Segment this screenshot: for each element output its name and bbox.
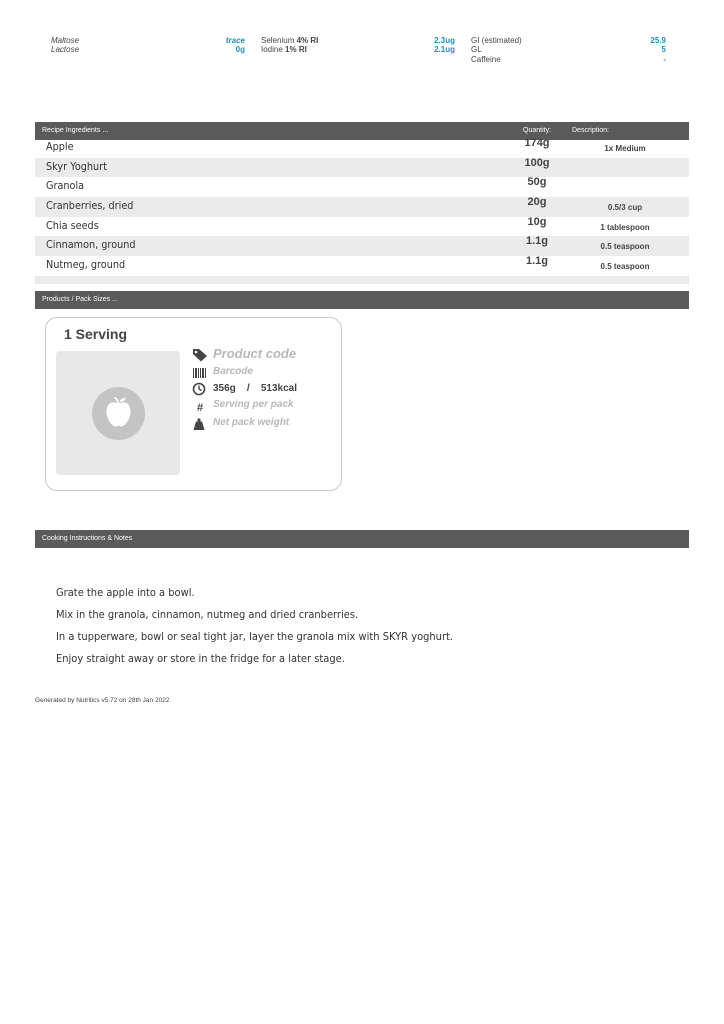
nutrient-value-caffeine: -: [663, 55, 666, 64]
ingredient-name: Cinnamon, ground: [46, 238, 136, 252]
nutrient-label-maltose: Maltose: [51, 36, 80, 45]
ingredient-name: Skyr Yoghurt: [46, 159, 107, 173]
quantity-column-header: Quantity:: [523, 127, 552, 134]
barcode-icon: [192, 366, 208, 380]
products-header-bar: [35, 291, 689, 309]
ingredient-name: Chia seeds: [46, 218, 99, 232]
hash-icon: #: [196, 402, 204, 414]
ingredient-quantity: 50g: [527, 176, 547, 189]
product-code-placeholder: Product code: [213, 346, 297, 361]
nutrient-value-gi: 25.9: [650, 36, 666, 45]
barcode-placeholder: Barcode: [213, 366, 254, 377]
apple-icon: [92, 387, 145, 440]
ingredient-quantity: 100g: [524, 156, 550, 169]
description-column-header: Description:: [572, 127, 609, 134]
ingredient-name: Cranberries, dried: [46, 199, 134, 213]
apple-icon-circle: [92, 387, 145, 440]
cooking-header-title: Cooking Instructions & Notes: [42, 535, 133, 542]
product-image-placeholder: [56, 351, 180, 475]
nutrient-value-selenium: 2.3ug: [434, 36, 455, 45]
nutrient-label-lactose: Lactose: [51, 45, 80, 54]
nutrient-value-maltose: trace: [225, 36, 245, 45]
ingredient-description: 0.5 teaspoon: [600, 262, 650, 272]
ingredient-quantity: 20g: [527, 196, 547, 209]
ingredient-row: [35, 256, 689, 276]
products-header-title: Products / Pack Sizes ...: [42, 296, 118, 303]
nutrient-value-lactose: 0g: [235, 45, 245, 54]
ingredient-row: [35, 217, 689, 237]
cooking-header-bar: [35, 530, 689, 548]
clock-icon: [192, 382, 208, 396]
ingredient-description: 0.5 teaspoon: [600, 242, 650, 252]
instruction-line: In a tupperware, bowl or seal tight jar, layer the granola mix with SKYR yoghurt.: [56, 630, 454, 643]
product-card: [45, 317, 342, 491]
serving-per-pack-placeholder: Serving per pack: [213, 399, 294, 410]
nutrient-value-iodine: 2.1ug: [434, 45, 455, 54]
ingredient-description: 1 tablespoon: [600, 222, 650, 232]
ingredient-description: 1x Medium: [604, 144, 646, 153]
ingredients-header-title: Recipe Ingredients ...: [42, 127, 109, 134]
ingredient-quantity: 174g: [524, 137, 550, 149]
ingredient-row: [35, 236, 689, 256]
ingredient-name: Granola: [46, 179, 85, 193]
nutrient-label-iodine: Iodine 1% RI: [261, 45, 307, 54]
pack-energy: 513kcal: [260, 383, 297, 394]
nutrient-value-gl: 5: [661, 45, 666, 54]
product-card-title: 1 Serving: [64, 326, 128, 342]
tag-icon: [192, 348, 208, 362]
ingredients-table-footer: [35, 276, 689, 284]
net-pack-weight-placeholder: Net pack weight: [213, 417, 290, 428]
ingredient-name: Apple: [46, 140, 74, 153]
generated-by-footer: Generated by Nutritics v5.72 on 28th Jan 2022: [35, 697, 170, 704]
instruction-line: Mix in the granola, cinnamon, nutmeg and dried cranberries.: [56, 608, 359, 621]
ingredient-quantity: 1.1g: [525, 255, 548, 268]
ingredient-description: 0.5/3 cup: [607, 203, 643, 213]
nutrient-ri-selenium: 4% RI: [296, 36, 319, 45]
ingredient-quantity: 10g: [527, 215, 547, 228]
ingredient-name: Nutmeg, ground: [46, 258, 126, 272]
nutrient-ri-iodine: 1% RI: [285, 45, 307, 54]
nutrient-label-caffeine: Caffeine: [471, 55, 501, 64]
ingredient-row: [35, 177, 689, 197]
ingredient-row: [35, 197, 689, 217]
instruction-line: Grate the apple into a bowl.: [56, 586, 195, 599]
nutrient-label-gi: GI (estimated): [471, 36, 522, 45]
ingredient-quantity: 1.1g: [525, 235, 548, 248]
ingredient-row: [35, 138, 689, 158]
weight-energy-separator: /: [246, 383, 250, 394]
pack-weight: 356g: [213, 383, 236, 394]
nutrient-label-gl: GL: [471, 45, 482, 54]
ingredient-row: [35, 158, 689, 178]
instruction-line: Enjoy straight away or store in the fridge for a later stage.: [56, 652, 345, 665]
ingredients-table: [35, 138, 689, 284]
nutrient-label-selenium: Selenium 4% RI: [261, 36, 319, 45]
weight-icon: [192, 417, 208, 431]
